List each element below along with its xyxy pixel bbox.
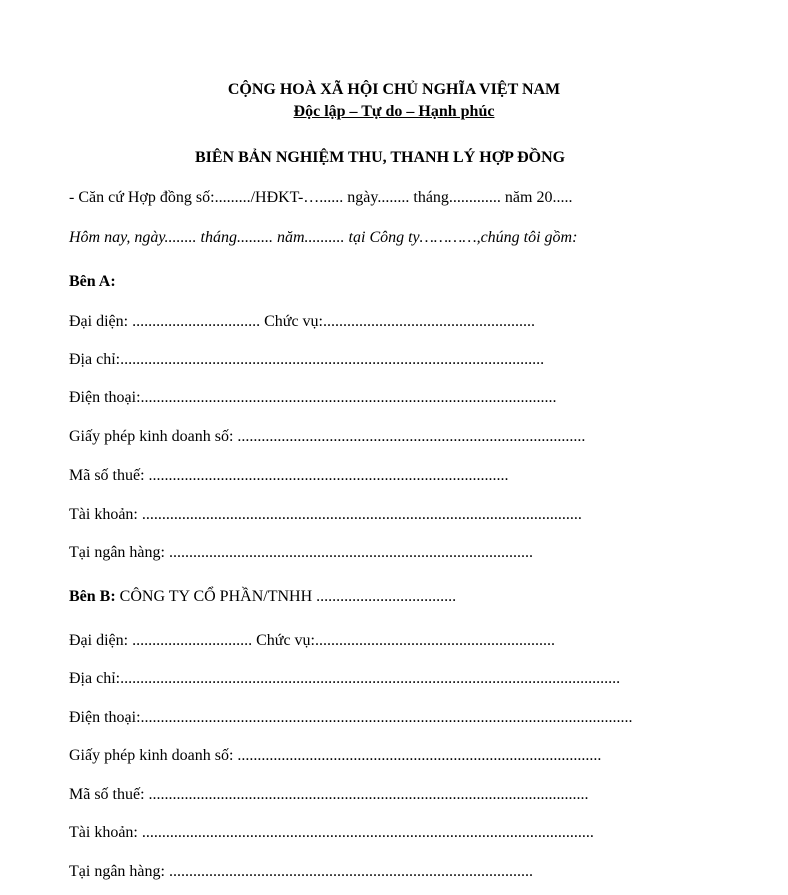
party-a-heading: Bên A: <box>69 273 116 290</box>
party-b-company: CÔNG TY CỔ PHẦN/TNHH ................................... <box>115 588 457 605</box>
intro-line: Hôm nay, ngày........ tháng......... năm.......... tại Công ty…………,chúng tôi gồm: <box>69 229 578 246</box>
party-a-bank: Tại ngân hàng: ........................................................................................... <box>69 544 533 561</box>
contract-basis-line: - Căn cứ Hợp đồng số:........./HĐKT-…...... ngày........ tháng............. năm 20..... <box>69 189 573 206</box>
party-b-phone: Điện thoại:........................................................................................................................... <box>69 709 633 726</box>
motto-text: Độc lập – Tự do – Hạnh phúc <box>293 103 495 120</box>
party-b-representative: Đại diện: .............................. Chức vụ:............................................................ <box>69 632 555 649</box>
party-b-bank: Tại ngân hàng: ........................................................................................... <box>69 863 533 880</box>
party-a-account: Tài khoản: .............................................................................................................. <box>69 506 582 523</box>
motto <box>0 102 788 122</box>
party-a-license: Giấy phép kinh doanh số: ....................................................................................... <box>69 428 586 445</box>
party-a-phone: Điện thoại:........................................................................................................ <box>69 389 557 406</box>
party-a-address: Địa chỉ:.......................................................................................................... <box>69 351 545 368</box>
party-b-account: Tài khoản: ................................................................................................................. <box>69 824 594 841</box>
party-b-tax-code: Mã số thuế: .............................................................................................................. <box>69 786 589 803</box>
party-b-address: Địa chỉ:............................................................................................................................. <box>69 670 621 687</box>
party-b-heading-line <box>69 587 456 607</box>
document-title: BIÊN BẢN NGHIỆM THU, THANH LÝ HỢP ĐỒNG <box>194 149 566 166</box>
party-b-heading: Bên B: <box>69 588 116 605</box>
party-a-representative: Đại diện: ................................ Chức vụ:..................................................... <box>69 313 535 330</box>
nation-heading: CỘNG HOÀ XÃ HỘI CHỦ NGHĨA VIỆT NAM <box>227 81 561 98</box>
party-b-license: Giấy phép kinh doanh số: ........................................................................................... <box>69 747 602 764</box>
party-a-tax-code: Mã số thuế: .......................................................................................... <box>69 467 509 484</box>
